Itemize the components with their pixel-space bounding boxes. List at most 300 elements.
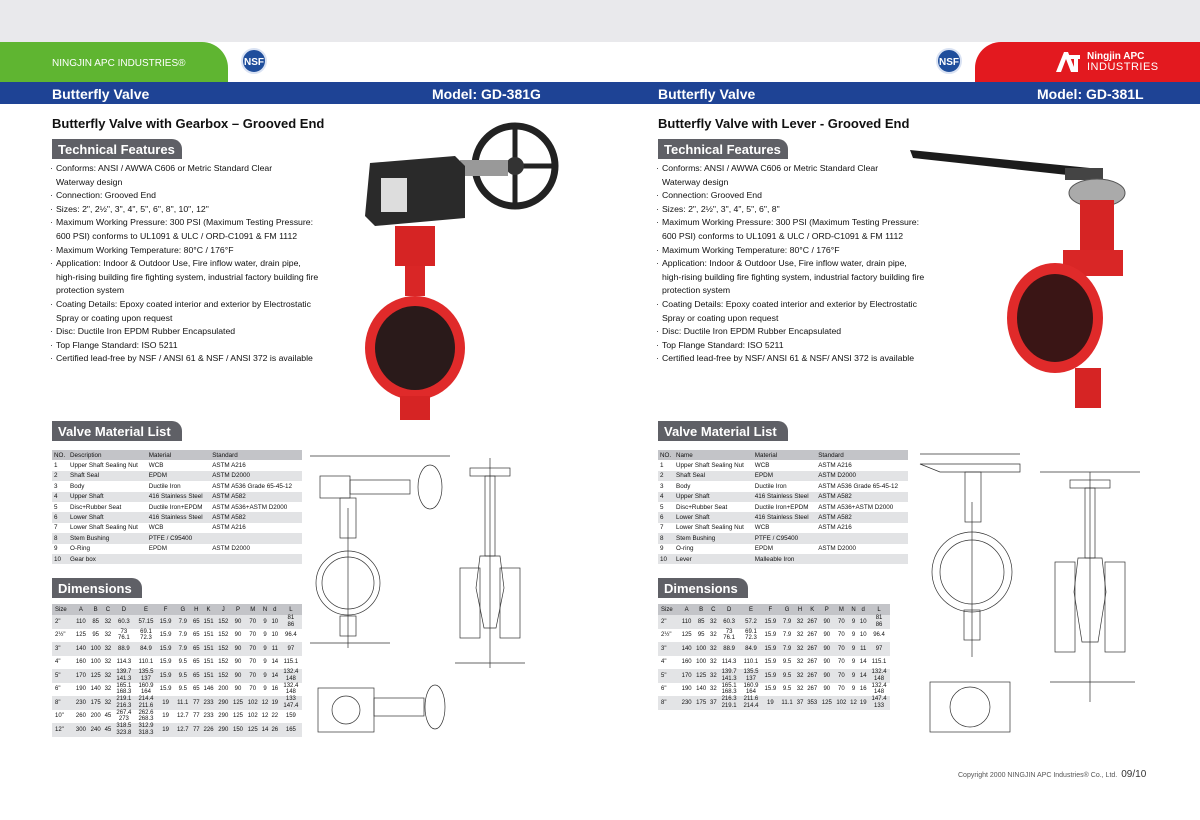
feature-line: · Connection: Grooved End	[50, 189, 335, 203]
dimensions-cell: 9	[851, 686, 856, 693]
right-material-heading: Valve Material List	[658, 421, 788, 441]
dimensions-cell: 9	[263, 659, 267, 666]
right-model: Model: GD-381L	[1037, 86, 1144, 102]
dimensions-cell: 14	[270, 669, 280, 683]
material-cell: 7	[660, 524, 664, 532]
dimensions-cell: 97	[868, 642, 890, 656]
dimensions-cell: 88.9	[113, 642, 135, 656]
dimensions-cell: 151	[203, 659, 214, 666]
material-cell: 416 Stainless Steel	[753, 512, 816, 522]
dimensions-cell: 211.6 214.4	[740, 696, 762, 710]
material-cell: 6	[658, 512, 674, 522]
material-cell: 7	[54, 524, 58, 532]
dimensions-cell: 12.7	[176, 713, 189, 720]
dimensions-row	[658, 615, 890, 629]
dimensions-cell: 90	[823, 686, 831, 693]
dimensions-header-cell: A	[74, 604, 89, 615]
dimensions-cell: 15.9	[159, 686, 172, 693]
dimensions-header-cell: d	[858, 604, 868, 615]
apc-logo-icon	[1055, 51, 1081, 73]
material-cell: 1	[660, 462, 664, 470]
dimensions-cell: 9	[851, 632, 856, 639]
top-gray-band	[0, 0, 1200, 42]
dimensions-header-cell: K	[201, 604, 216, 615]
material-cell: ASTM A216	[818, 462, 852, 470]
dimensions-cell: 135.5 137	[740, 669, 762, 683]
dimensions-cell: 12	[849, 696, 859, 710]
feature-line: · Coating Details: Epoxy coated interior and exterior by Electrostatic	[656, 298, 941, 312]
dimensions-cell: 233	[203, 713, 214, 720]
dimensions-cell: 70	[245, 642, 260, 656]
material-header-cell: NO.	[658, 450, 674, 460]
dimensions-cell: 77	[191, 723, 201, 737]
dimensions-cell: 70	[834, 615, 849, 629]
dimensions-cell: 90	[820, 669, 835, 683]
dimensions-cell: 140	[90, 686, 101, 693]
dimensions-cell: 19	[858, 696, 868, 710]
material-cell: 6	[52, 512, 68, 522]
left-dimensions-heading: Dimensions	[52, 578, 142, 598]
dimensions-cell: 9.5	[178, 659, 187, 666]
dimensions-cell: 9	[849, 669, 859, 683]
dimensions-cell: 37	[795, 696, 805, 710]
dimensions-header-cell: E	[740, 604, 762, 615]
dimensions-cell: 267	[805, 642, 820, 656]
dimensions-cell: 70	[249, 659, 257, 666]
material-cell: Body	[70, 482, 85, 490]
dimensions-cell: 7.9	[174, 615, 191, 629]
dimensions-cell: 8"	[52, 696, 74, 710]
copyright: Copyright 2000 NINGJIN APC Industries® Co., Ltd.	[958, 772, 1118, 779]
dimensions-header-row	[658, 604, 890, 615]
material-cell: PTFE / C95400	[147, 533, 210, 543]
dimensions-cell: 10	[271, 632, 279, 639]
material-cell: ASTM A216	[212, 524, 246, 532]
apc-logo-text: Ningjin APC INDUSTRIES	[1087, 51, 1159, 73]
material-row	[658, 523, 908, 533]
left-features-list	[50, 162, 335, 366]
dimensions-cell: 150	[231, 723, 246, 737]
feature-line: · Sizes: 2", 2½", 3", 4", 5", 6", 8", 10", 12"	[50, 203, 335, 217]
dimensions-cell: 100	[88, 642, 103, 656]
right-technical-features-heading: Technical Features	[658, 139, 788, 159]
material-row	[52, 471, 302, 481]
dimensions-cell: 125	[820, 696, 835, 710]
feature-line: protection system	[662, 285, 731, 296]
dimensions-cell: 95	[92, 632, 99, 639]
dimensions-cell: 57.15	[135, 615, 157, 629]
material-cell: Lower Shaft	[68, 512, 147, 522]
dimensions-header-cell: D	[113, 604, 135, 615]
dimensions-cell: 115.1	[871, 659, 887, 666]
feature-line: high-rising building fire fighting system, industrial factory building fire	[56, 271, 319, 282]
dimensions-cell: 73 76.1	[118, 628, 130, 642]
material-cell	[816, 533, 908, 543]
dimensions-cell: 10"	[55, 713, 64, 720]
dimensions-cell: 175	[694, 696, 709, 710]
dimensions-header-cell: M	[245, 604, 260, 615]
material-cell: 10	[658, 554, 674, 564]
dimensions-header-cell: G	[779, 604, 795, 615]
dimensions-cell: 9.5	[178, 686, 187, 693]
material-row	[658, 533, 908, 543]
dimensions-cell: 96.4	[873, 632, 885, 639]
dimensions-cell: 15.9	[157, 642, 174, 656]
dimensions-cell: 15.9	[764, 659, 777, 666]
dimensions-cell: 32	[795, 642, 805, 656]
feature-line: Waterway design	[662, 176, 729, 187]
dimensions-cell: 32	[708, 642, 718, 656]
dimensions-cell: 140	[74, 642, 89, 656]
dimensions-cell: 9	[263, 686, 267, 693]
dimensions-cell: 70	[249, 632, 257, 639]
dimensions-row	[52, 615, 302, 629]
material-cell: 2	[52, 471, 68, 481]
dimensions-cell: 85	[88, 615, 103, 629]
dimensions-cell: 6"	[55, 686, 61, 693]
dimensions-cell: 11.1	[174, 696, 191, 710]
dimensions-cell: 16	[271, 686, 279, 693]
dimensions-cell: 70	[245, 669, 260, 683]
material-header-cell: Standard	[816, 450, 908, 460]
dimensions-cell: 22	[271, 713, 279, 720]
dimensions-cell: 125	[245, 723, 260, 737]
dimensions-cell: 240	[88, 723, 103, 737]
dimensions-cell: 114.3	[721, 659, 737, 666]
dimensions-cell: 77	[191, 696, 201, 710]
dimensions-header-row	[52, 604, 302, 615]
left-dimensions-table	[52, 604, 302, 737]
dimensions-cell: 90	[231, 669, 246, 683]
dimensions-header-cell: E	[135, 604, 157, 615]
material-cell: 416 Stainless Steel	[147, 492, 210, 502]
dimensions-cell: 12	[261, 713, 269, 720]
dimensions-cell: 230	[74, 696, 89, 710]
dimensions-cell: 60.3	[718, 615, 740, 629]
dimensions-cell: 32	[709, 659, 717, 666]
material-header-cell: NO.	[52, 450, 68, 460]
material-header-cell: Description	[68, 450, 147, 460]
dimensions-cell: 70	[245, 615, 260, 629]
dimensions-cell: 90	[823, 659, 831, 666]
dimensions-cell: 5"	[52, 669, 74, 683]
material-cell: Shaft Seal	[674, 471, 753, 481]
dimensions-cell: 32	[103, 696, 113, 710]
material-cell: ASTM A216	[818, 524, 852, 532]
material-cell: Ductile Iron	[754, 482, 787, 490]
dimensions-cell: 114.3	[116, 659, 132, 666]
dimensions-cell: 3"	[658, 642, 679, 656]
material-cell: EPDM	[148, 545, 167, 553]
left-model: Model: GD-381G	[432, 86, 541, 102]
material-header-cell: Material	[147, 450, 210, 460]
dimensions-cell: 219.1 216.3	[113, 696, 135, 710]
dimensions-cell: 90	[234, 659, 242, 666]
right-dimensions-heading: Dimensions	[658, 578, 748, 598]
material-cell: ASTM D2000	[816, 471, 908, 481]
dimensions-cell: 15.9	[764, 686, 777, 693]
dimensions-cell: 14	[271, 659, 279, 666]
dimensions-cell: 57.2	[740, 615, 762, 629]
dimensions-cell: 165	[280, 723, 302, 737]
dimensions-cell: 32	[104, 632, 112, 639]
dimensions-row	[52, 723, 302, 737]
dimensions-row	[658, 696, 890, 710]
dimensions-cell: 15.9	[157, 669, 174, 683]
dimensions-cell: 102	[245, 696, 260, 710]
dimensions-cell: 152	[216, 615, 231, 629]
feature-line: · Top Flange Standard: ISO 5211	[50, 339, 335, 353]
lever-valve-photo	[905, 138, 1130, 418]
dimensions-cell: 267	[807, 686, 818, 693]
material-cell: 5	[660, 503, 664, 511]
feature-line: · Application: Indoor & Outdoor Use, Fire inflow water, drain pipe,	[50, 257, 335, 271]
dimensions-cell: 260	[75, 713, 86, 720]
dimensions-cell: 37	[708, 696, 718, 710]
feature-line: · Connection: Grooved End	[656, 189, 941, 203]
dimensions-cell: 15.9	[762, 669, 779, 683]
dimensions-cell: 97	[280, 642, 302, 656]
dimensions-cell: 90	[823, 632, 831, 639]
dimensions-cell: 190	[681, 686, 692, 693]
right-dimensions-table	[658, 604, 890, 710]
dimensions-cell: 69.1 72.3	[745, 628, 757, 642]
material-cell	[147, 554, 210, 564]
dimensions-cell: 230	[679, 696, 694, 710]
dimensions-cell: 160	[681, 659, 692, 666]
feature-line: Spray or coating upon request	[56, 312, 173, 323]
dimensions-header-cell: d	[270, 604, 280, 615]
dimensions-cell: 110	[74, 615, 89, 629]
dimensions-cell: 139.7 141.3	[718, 669, 740, 683]
dimensions-cell: 32	[796, 632, 804, 639]
dimensions-cell: 353	[805, 696, 820, 710]
dimensions-cell: 267	[805, 615, 820, 629]
material-row	[658, 502, 908, 512]
dimensions-cell: 135.5 137	[135, 669, 157, 683]
dimensions-cell: 65	[191, 642, 201, 656]
dimensions-cell: 102	[834, 696, 849, 710]
dimensions-cell: 65	[192, 632, 200, 639]
category-bar	[0, 82, 1200, 104]
dimensions-cell: 19	[162, 713, 169, 720]
dimensions-header-cell: J	[216, 604, 231, 615]
company-band-left	[0, 42, 228, 82]
dimensions-header-cell: L	[280, 604, 302, 615]
dimensions-cell: 32	[796, 659, 804, 666]
dimensions-cell: 90	[231, 642, 246, 656]
material-cell: 416 Stainless Steel	[147, 512, 210, 522]
dimensions-cell: 9	[260, 615, 270, 629]
dimensions-cell: 102	[247, 713, 258, 720]
dimensions-cell: 90	[234, 686, 242, 693]
dimensions-cell: 60.3	[113, 615, 135, 629]
dimensions-cell: 9.5	[782, 686, 792, 693]
material-row	[52, 460, 302, 470]
material-cell: 416 Stainless Steel	[753, 492, 816, 502]
material-row	[658, 544, 908, 554]
dimensions-cell: 15.9	[764, 632, 777, 639]
dimensions-cell: 90	[231, 615, 246, 629]
dimensions-cell: 96.4	[285, 632, 297, 639]
dimensions-cell: 70	[838, 686, 845, 693]
dimensions-cell: 2½"	[661, 632, 672, 639]
dimensions-header-cell: G	[174, 604, 191, 615]
dimensions-row	[658, 629, 890, 643]
dimensions-cell: 90	[234, 632, 242, 639]
dimensions-cell: 139.7 141.3	[113, 669, 135, 683]
dimensions-cell: 151	[201, 615, 216, 629]
feature-line: high-rising building fire fighting system, industrial factory building fire	[662, 271, 925, 282]
dimensions-cell: 5"	[658, 669, 679, 683]
dimensions-cell: 32	[103, 669, 113, 683]
dimensions-cell: 152	[218, 659, 229, 666]
dimensions-cell: 267	[807, 659, 818, 666]
company-band-right	[975, 42, 1200, 82]
dimensions-cell: 70	[834, 642, 849, 656]
material-cell: 5	[54, 503, 58, 511]
material-cell: ASTM A582	[816, 492, 908, 502]
dimensions-cell: 125	[88, 669, 103, 683]
dimensions-cell: 14	[859, 659, 867, 666]
left-product-title: Butterfly Valve with Gearbox – Grooved End	[52, 116, 325, 131]
dimensions-row	[658, 683, 890, 697]
dimensions-cell: 170	[74, 669, 89, 683]
dimensions-cell: 32	[709, 686, 717, 693]
feature-line: · Maximum Working Temperature: 80°C / 176°F	[50, 244, 335, 258]
material-cell: Upper Shaft	[674, 492, 753, 502]
dimensions-header-cell: Size	[658, 604, 679, 615]
lever-valve-drawing	[910, 442, 1150, 762]
dimensions-cell: 15.9	[762, 642, 779, 656]
dimensions-cell: 12.7	[174, 723, 191, 737]
feature-line: 600 PSI) conforms to UL1091 & ULC / ORD-C1091 & FM 1112	[662, 230, 904, 241]
dimensions-cell: 170	[679, 669, 694, 683]
dimensions-cell: 11	[270, 642, 280, 656]
dimensions-cell: 233	[201, 696, 216, 710]
feature-line: · Conforms: ANSI / AWWA C606 or Metric Standard Clear	[656, 162, 941, 176]
dimensions-cell: 125	[694, 669, 709, 683]
dimensions-cell: 9	[849, 642, 859, 656]
dimensions-cell: 32	[796, 686, 804, 693]
material-cell: 10	[52, 554, 68, 564]
dimensions-cell: 146	[203, 686, 214, 693]
dimensions-header-cell: D	[718, 604, 740, 615]
dimensions-row	[52, 696, 302, 710]
dimensions-cell: 267	[807, 632, 818, 639]
dimensions-cell: 32	[795, 615, 805, 629]
dimensions-cell: 262.6 268.3	[138, 709, 154, 723]
material-cell: Disc+Rubber Seat	[70, 503, 122, 511]
dimensions-row	[52, 669, 302, 683]
dimensions-cell: 300	[74, 723, 89, 737]
material-row	[52, 512, 302, 522]
dimensions-header-cell: P	[231, 604, 246, 615]
material-cell: 3	[54, 482, 58, 490]
feature-line: · Maximum Working Pressure: 300 PSI (Maximum Testing Pressure:	[656, 216, 941, 230]
material-cell: WCB	[148, 524, 164, 532]
material-cell: Ductile Iron+EPDM	[754, 503, 809, 511]
dimensions-cell: 2"	[52, 615, 74, 629]
dimensions-cell: 226	[201, 723, 216, 737]
dimensions-row	[52, 656, 302, 670]
feature-line: · Application: Indoor & Outdoor Use, Fire inflow water, drain pipe,	[656, 257, 941, 271]
material-cell: EPDM	[147, 471, 210, 481]
dimensions-cell: 4"	[55, 659, 61, 666]
dimensions-cell: 73 76.1	[723, 628, 735, 642]
dimensions-cell: 132.4 148	[871, 682, 887, 696]
dimensions-header-cell: B	[88, 604, 103, 615]
dimensions-cell: 147.4 133	[868, 696, 890, 710]
dimensions-cell: 159	[285, 713, 296, 720]
dimensions-cell: 15.9	[762, 615, 779, 629]
dimensions-row	[52, 629, 302, 643]
dimensions-header-cell: F	[762, 604, 779, 615]
material-cell: 2	[658, 471, 674, 481]
page-number: 09/10	[1121, 769, 1147, 780]
dimensions-cell: 11	[858, 642, 868, 656]
material-cell: Body	[676, 482, 691, 490]
dimensions-cell: 7.9	[779, 615, 795, 629]
dimensions-cell: 32	[104, 686, 112, 693]
dimensions-header-cell: A	[679, 604, 694, 615]
dimensions-cell: 95	[697, 632, 705, 639]
dimensions-cell: 7.9	[779, 642, 795, 656]
material-cell: 4	[52, 492, 68, 502]
material-row	[658, 471, 908, 481]
feature-line: · Certified lead-free by NSF / ANSI 61 & NSF / ANSI 372 is available	[50, 352, 335, 366]
material-row	[52, 554, 302, 564]
material-cell: 8	[52, 533, 68, 543]
material-cell	[816, 554, 908, 564]
right-material-table	[658, 450, 908, 564]
dimensions-cell: 140	[696, 686, 707, 693]
material-cell: Stem Bushing	[674, 533, 753, 543]
dimensions-cell: 12"	[52, 723, 74, 737]
dimensions-cell: 70	[834, 669, 849, 683]
feature-line: 600 PSI) conforms to UL1091 & ULC / ORD-C1091 & FM 1112	[56, 230, 298, 241]
dimensions-header-cell: B	[694, 604, 709, 615]
dimensions-cell: 152	[216, 642, 231, 656]
left-category: Butterfly Valve	[52, 86, 150, 102]
dimensions-cell: 151	[203, 632, 214, 639]
material-cell: Upper Shaft Sealing Nut	[70, 462, 138, 470]
dimensions-cell: 100	[696, 659, 707, 666]
dimensions-cell: 100	[694, 642, 709, 656]
dimensions-cell: 9	[260, 642, 270, 656]
dimensions-cell: 290	[216, 696, 231, 710]
gearbox-valve-drawing	[310, 448, 542, 768]
material-cell: Lower Shaft Sealing Nut	[676, 524, 744, 532]
nsf-logo-left: NSF	[241, 48, 267, 74]
dimensions-header-cell: K	[805, 604, 820, 615]
dimensions-header-cell: N	[260, 604, 270, 615]
dimensions-cell: 70	[838, 659, 845, 666]
dimensions-header-cell: Size	[52, 604, 74, 615]
dimensions-cell: 267.4 273	[116, 709, 132, 723]
dimensions-cell: 90	[820, 642, 835, 656]
dimensions-cell: 152	[216, 669, 231, 683]
dimensions-cell: 160.9 164	[138, 682, 154, 696]
material-cell: Lower Shaft Sealing Nut	[70, 524, 138, 532]
dimensions-cell: 77	[192, 713, 200, 720]
dimensions-cell: 9.5	[779, 669, 795, 683]
dimensions-cell: 9.5	[782, 659, 792, 666]
material-row	[658, 512, 908, 522]
dimensions-cell: 190	[75, 686, 86, 693]
dimensions-cell: 32	[708, 669, 718, 683]
material-cell: ASTM A536 Grade 65-45-12	[818, 482, 898, 490]
